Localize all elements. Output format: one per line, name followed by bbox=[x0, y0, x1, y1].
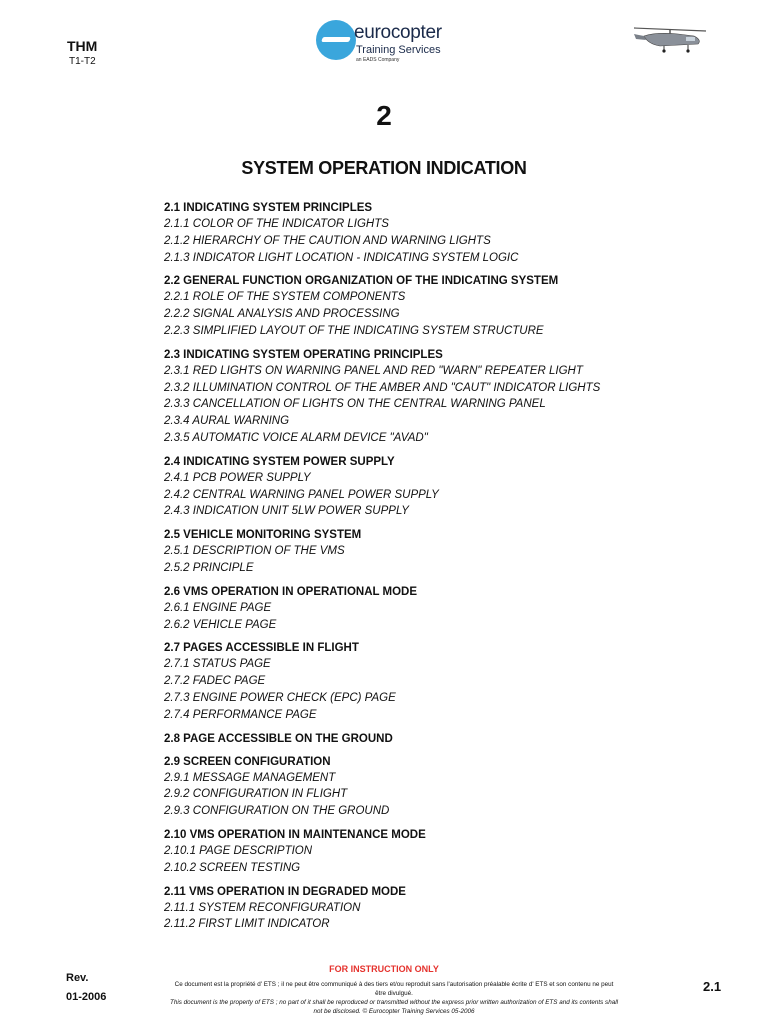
toc-item: 2.10.2 SCREEN TESTING bbox=[164, 861, 301, 874]
toc-item: 2.1.3 INDICATOR LIGHT LOCATION - INDICATING SYSTEM LOGIC bbox=[164, 251, 519, 264]
toc-section-title: 2.5 VEHICLE MONITORING SYSTEM bbox=[164, 529, 362, 542]
toc-item: 2.3.5 AUTOMATIC VOICE ALARM DEVICE "AVAD" bbox=[164, 431, 428, 444]
legal-notice-fr: Ce document est la propriété d' ETS ; il ne peut être communiqué à des tiers et/ou reproduit sans l'autorisation préalable écrite d' ETS et son contenu ne peut être divulgué. bbox=[174, 981, 614, 997]
toc-section bbox=[164, 200, 724, 266]
toc-section-title: 2.8 PAGE ACCESSIBLE ON THE GROUND bbox=[164, 732, 393, 745]
chapter-title: SYSTEM OPERATION INDICATION bbox=[241, 158, 527, 178]
toc-section-title: 2.7 PAGES ACCESSIBLE IN FLIGHT bbox=[164, 642, 359, 655]
toc-item: 2.5.2 PRINCIPLE bbox=[164, 561, 254, 574]
instruction-notice: FOR INSTRUCTION ONLY bbox=[329, 964, 439, 974]
toc-section bbox=[164, 273, 724, 339]
toc-section-title: 2.1 INDICATING SYSTEM PRINCIPLES bbox=[164, 202, 373, 214]
toc-section bbox=[164, 754, 724, 820]
toc-item: 2.3.3 CANCELLATION OF LIGHTS ON THE CENTRAL WARNING PANEL bbox=[164, 398, 546, 411]
logo-brand: eurocopter bbox=[354, 22, 442, 43]
toc-item: 2.1.2 HIERARCHY OF THE CAUTION AND WARNING LIGHTS bbox=[164, 234, 491, 247]
toc-item: 2.7.3 ENGINE POWER CHECK (EPC) PAGE bbox=[164, 691, 396, 704]
toc-item: 2.5.1 DESCRIPTION OF THE VMS bbox=[164, 545, 345, 558]
toc-item: 2.4.1 PCB POWER SUPPLY bbox=[164, 471, 311, 484]
toc-item: 2.3.2 ILLUMINATION CONTROL OF THE AMBER AND "CAUT" INDICATOR LIGHTS bbox=[164, 381, 601, 394]
toc-section-title: 2.3 INDICATING SYSTEM OPERATING PRINCIPLES bbox=[164, 348, 443, 361]
toc-section-title: 2.9 SCREEN CONFIGURATION bbox=[164, 755, 331, 768]
toc-section bbox=[164, 827, 724, 877]
toc-section bbox=[164, 527, 724, 577]
legal-notice-en: This document is the property of ETS ; no part of it shall be reproduced or transmitted without the express prior written authorization of ETS and its contents shall not be disclosed. © Eurocopter Training Services 05-2006 bbox=[170, 999, 619, 1015]
toc-item: 2.7.4 PERFORMANCE PAGE bbox=[164, 708, 317, 721]
toc-item: 2.6.1 ENGINE PAGE bbox=[164, 601, 272, 614]
chapter-number: 2 bbox=[376, 100, 392, 131]
toc-item: 2.9.3 CONFIGURATION ON THE GROUND bbox=[164, 805, 390, 818]
logo-tagline: Training Services bbox=[356, 44, 441, 56]
manual-code: THM bbox=[67, 38, 98, 54]
toc-item: 2.10.1 PAGE DESCRIPTION bbox=[164, 844, 313, 857]
logo-company: an EADS Company bbox=[356, 57, 400, 63]
helicopter-icon bbox=[630, 22, 710, 54]
toc-section-title: 2.6 VMS OPERATION IN OPERATIONAL MODE bbox=[164, 585, 418, 598]
logo-mark-icon bbox=[316, 20, 356, 60]
toc-item: 2.4.3 INDICATION UNIT 5LW POWER SUPPLY bbox=[164, 505, 409, 518]
page-number: 2.1 bbox=[703, 979, 722, 994]
toc-section-title: 2.10 VMS OPERATION IN MAINTENANCE MODE bbox=[164, 828, 426, 841]
toc-item: 2.3.4 AURAL WARNING bbox=[164, 415, 290, 428]
toc-item: 2.1.1 COLOR OF THE INDICATOR LIGHTS bbox=[164, 218, 389, 230]
toc-item: 2.7.2 FADEC PAGE bbox=[164, 675, 266, 688]
toc-item: 2.9.2 CONFIGURATION IN FLIGHT bbox=[164, 788, 348, 801]
toc-item: 2.3.1 RED LIGHTS ON WARNING PANEL AND RED "WARN" REPEATER LIGHT bbox=[164, 364, 583, 377]
toc-item: 2.9.1 MESSAGE MANAGEMENT bbox=[164, 771, 336, 784]
toc-item: 2.2.1 ROLE OF THE SYSTEM COMPONENTS bbox=[164, 291, 406, 304]
toc-item: 2.2.3 SIMPLIFIED LAYOUT OF THE INDICATING SYSTEM STRUCTURE bbox=[164, 324, 544, 337]
toc-section bbox=[164, 584, 724, 634]
toc-item: 2.2.2 SIGNAL ANALYSIS AND PROCESSING bbox=[164, 308, 400, 321]
toc-section bbox=[164, 731, 724, 747]
toc-section bbox=[164, 640, 724, 723]
toc-item: 2.6.2 VEHICLE PAGE bbox=[164, 618, 277, 631]
table-of-contents bbox=[164, 200, 724, 940]
legal-notice bbox=[170, 980, 618, 1016]
eurocopter-logo bbox=[316, 20, 476, 64]
toc-section bbox=[164, 884, 724, 934]
toc-section bbox=[164, 347, 724, 447]
toc-item: 2.7.1 STATUS PAGE bbox=[164, 658, 271, 671]
toc-item: 2.11.1 SYSTEM RECONFIGURATION bbox=[164, 901, 361, 914]
toc-section-title: 2.2 GENERAL FUNCTION ORGANIZATION OF THE INDICATING SYSTEM bbox=[164, 275, 559, 288]
toc-section bbox=[164, 454, 724, 520]
manual-subcode: T1-T2 bbox=[69, 56, 96, 67]
toc-item: 2.11.2 FIRST LIMIT INDICATOR bbox=[164, 918, 330, 931]
toc-section-title: 2.4 INDICATING SYSTEM POWER SUPPLY bbox=[164, 455, 395, 468]
toc-item: 2.4.2 CENTRAL WARNING PANEL POWER SUPPLY bbox=[164, 488, 439, 501]
toc-section-title: 2.11 VMS OPERATION IN DEGRADED MODE bbox=[164, 885, 406, 898]
revision-label: Rev. bbox=[66, 972, 89, 984]
revision-date: 01-2006 bbox=[66, 991, 107, 1003]
